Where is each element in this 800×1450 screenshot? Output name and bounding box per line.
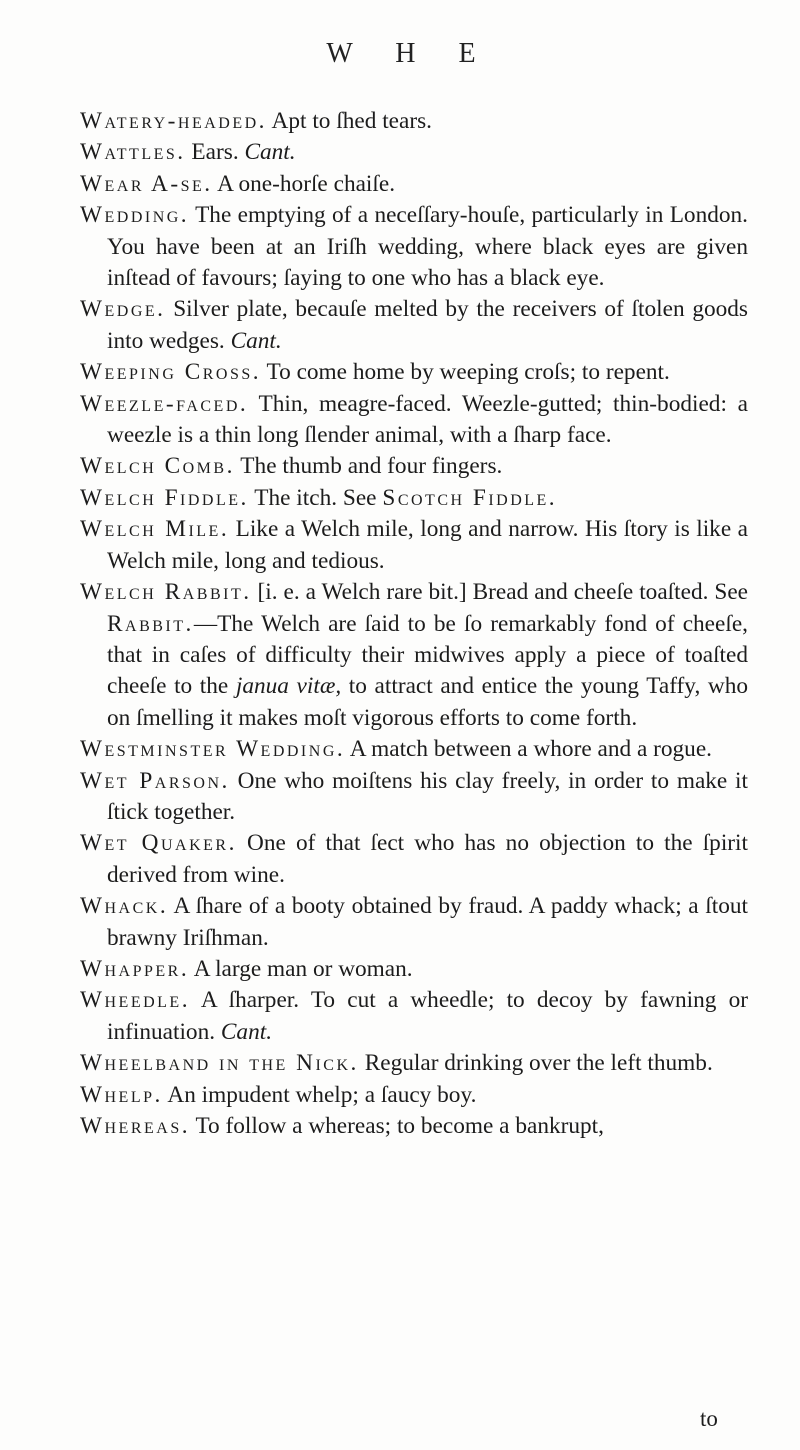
dictionary-entry — [80, 577, 748, 734]
entry-definition: To come home by weeping croſs; to repent. — [261, 359, 670, 386]
dictionary-entry — [80, 1080, 748, 1111]
dictionary-entry — [80, 766, 748, 829]
dictionary-entry — [80, 106, 748, 137]
entry-headword: Wedge. — [80, 296, 166, 323]
dictionary-entry — [80, 451, 748, 482]
entry-headword: Westminster Wedding. — [80, 736, 346, 763]
entry-definition: Thin, meagre-faced. Weezle-gutted; thin-bodied: a weezle is a thin long ſlender animal, with a ſharp face. — [107, 390, 748, 449]
entry-italic-text: janua vitæ, — [235, 673, 342, 700]
entry-definition: Ears. — [185, 139, 245, 166]
entry-headword: Welch Rabbit. — [80, 579, 252, 606]
entry-headword: Welch Comb. — [80, 453, 235, 480]
entry-headword: Wear A-se. — [80, 170, 213, 197]
entry-list — [80, 106, 748, 1142]
dictionary-entry — [80, 954, 748, 985]
entry-headword: Wet Parson. — [80, 767, 230, 794]
entry-italic-text: Cant. — [220, 1018, 273, 1045]
dictionary-entry — [80, 169, 748, 200]
entry-headword: Welch Mile. — [80, 516, 230, 543]
entry-headword: Wheedle. — [80, 987, 191, 1014]
entry-definition: One who moiſtens his clay freely, in order to make it ſtick together. — [107, 767, 748, 825]
dictionary-entry — [80, 891, 748, 954]
dictionary-entry — [80, 828, 748, 891]
entry-definition: Silver plate, becauſe melted by the receivers of ſtolen goods into wedges. — [107, 296, 748, 354]
entry-italic-text: Cant. — [244, 139, 296, 166]
entry-definition: One of that ſect who has no objection to the ſpirit derived from wine. — [107, 830, 749, 888]
entry-definition: To follow a whereas; to become a bankrupt, — [190, 1113, 604, 1139]
entry-definition: Like a Welch mile, long and narrow. His ſtory is like a Welch mile, long and tedious. — [107, 516, 748, 574]
entry-definition: —The Welch are ſaid to be ſo remarkably fond of cheeſe, that in caſes of difficulty their midwives apply a piece of toaſted cheeſe to the — [107, 610, 748, 700]
entry-definition: The thumb and four fingers. — [234, 453, 503, 480]
dictionary-entry — [80, 514, 748, 577]
entry-headword: Welch Fiddle. — [80, 484, 249, 511]
dictionary-entry — [80, 985, 748, 1048]
entry-definition: The itch. See — [248, 484, 383, 511]
running-head: W H E — [326, 38, 494, 69]
entry-headword: Wheelband in the Nick. — [80, 1050, 359, 1077]
entry-headword: Whapper. — [80, 955, 190, 982]
dictionary-entry — [80, 294, 748, 357]
entry-headword: Wattles. — [80, 139, 186, 166]
catchword: to — [700, 1406, 718, 1431]
entry-headword: Whereas. — [80, 1113, 191, 1139]
entry-italic-text: Cant. — [230, 327, 282, 354]
dictionary-entry — [80, 483, 748, 514]
dictionary-entry — [80, 734, 748, 765]
entry-definition: The emptying of a neceſſary-houſe, particularly in London. You have been at an Iriſh wedding, where black eyes are given inſtead of favours; ſaying to one who has a black eye. — [107, 202, 748, 292]
entry-definition: A ſhare of a booty obtained by fraud. A paddy whack; a ſtout brawny Iriſhman. — [107, 893, 748, 951]
entry-definition: to attract and entice the young Taffy, who on ſmelling it makes moſt vigorous efforts to come forth. — [107, 673, 748, 731]
entry-definition: [i. e. a Welch rare bit.] Bread and cheeſe toaſted. See — [251, 579, 748, 606]
entry-cross-reference: Scotch Fiddle. — [382, 484, 558, 511]
entry-definition: A ſharper. To cut a wheedle; to decoy by fawning or infinuation. — [107, 987, 748, 1045]
entry-headword: Weeping Cross. — [80, 359, 262, 386]
entry-headword: Weezle-faced. — [80, 390, 249, 417]
entry-headword: Whack. — [80, 893, 169, 920]
entry-definition: A large man or woman. — [189, 955, 413, 982]
entry-definition: An impudent whelp; a ſaucy boy. — [162, 1081, 477, 1108]
entry-headword: Whelp. — [80, 1081, 163, 1108]
dictionary-entry — [80, 200, 748, 294]
entry-headword: Wet Quaker. — [80, 830, 237, 857]
dictionary-entry — [80, 357, 748, 388]
entry-definition: A one-horſe chaiſe. — [212, 170, 396, 197]
dictionary-entry — [80, 1048, 748, 1079]
entry-definition: A match between a whore and a rogue. — [345, 736, 712, 763]
dictionary-entry — [80, 1111, 748, 1142]
entry-definition: Apt to ſhed tears. — [267, 108, 433, 134]
dictionary-entry — [80, 137, 748, 168]
entry-headword: Wedding. — [80, 202, 190, 229]
dictionary-entry — [80, 389, 748, 452]
entry-definition: Regular drinking over the left thumb. — [358, 1050, 713, 1077]
entry-cross-reference: Rabbit. — [107, 610, 194, 637]
entry-headword: Watery-headed. — [80, 108, 268, 134]
